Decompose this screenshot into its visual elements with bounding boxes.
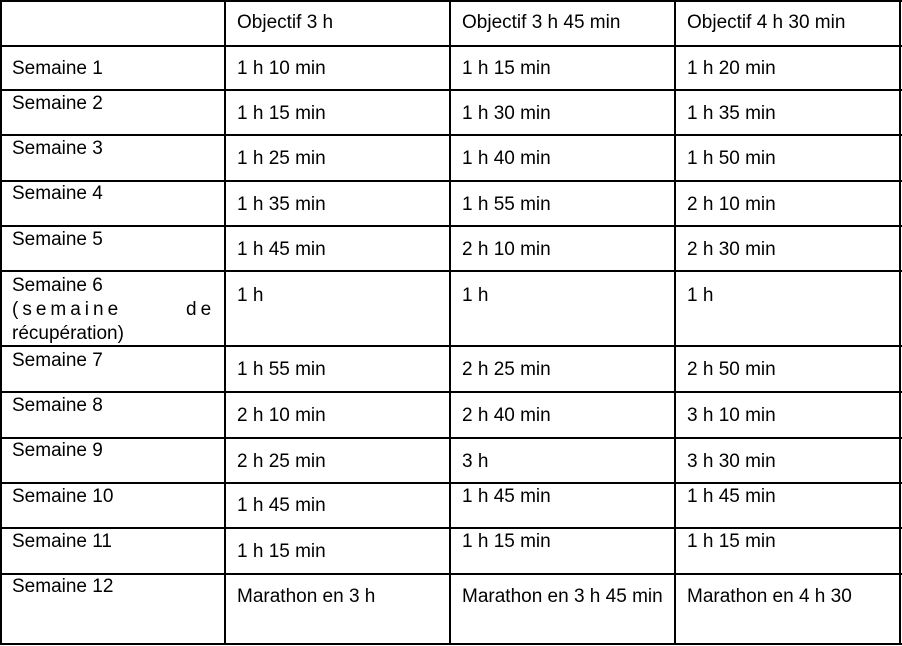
table-cell: 1 h 20 min xyxy=(687,58,776,79)
table-cell: 1 h xyxy=(462,285,489,306)
row-label: Semaine 9 xyxy=(12,440,103,461)
row-label: Semaine 2 xyxy=(12,93,103,114)
table-rule xyxy=(0,643,902,645)
table-rule xyxy=(0,225,902,227)
table-rule xyxy=(0,391,902,393)
row-label: Semaine 12 xyxy=(12,576,114,597)
table-cell: 1 h 40 min xyxy=(462,148,551,169)
column-header: Objectif 3 h 45 min xyxy=(462,12,621,33)
table-cell: Marathon en 3 h xyxy=(237,586,376,607)
row-label: Semaine 6 xyxy=(12,275,103,296)
row-label: Semaine 11 xyxy=(12,531,112,552)
table-cell: 1 h 50 min xyxy=(687,148,776,169)
table-rule xyxy=(0,482,902,484)
table-cell: 1 h xyxy=(687,285,714,306)
table-cell: Marathon en 3 h 45 min xyxy=(462,586,663,607)
column-header: Objectif 4 h 30 min xyxy=(687,12,846,33)
table-rule xyxy=(0,89,902,91)
row-sublabel: récupération) xyxy=(12,323,124,344)
row-label: Semaine 3 xyxy=(12,138,103,159)
table-cell: 1 h 35 min xyxy=(237,194,326,215)
table-rule xyxy=(0,573,902,575)
table-cell: 1 h 15 min xyxy=(462,58,551,79)
row-label: Semaine 8 xyxy=(12,395,103,416)
table-cell: 1 h xyxy=(237,285,264,306)
table-cell: 1 h 15 min xyxy=(237,103,326,124)
row-sublabel: de xyxy=(186,299,216,320)
table-rule xyxy=(0,45,902,47)
column-header: Objectif 3 h xyxy=(237,12,334,33)
table-cell: 1 h 25 min xyxy=(237,148,326,169)
table-cell: 2 h 40 min xyxy=(462,405,551,426)
table-rule xyxy=(0,0,2,645)
table-cell: Marathon en 4 h 30 xyxy=(687,586,852,607)
table-cell: 1 h 35 min xyxy=(687,103,776,124)
table-cell: 3 h 30 min xyxy=(687,451,776,472)
table-cell: 1 h 45 min xyxy=(687,486,776,507)
table-cell: 1 h 10 min xyxy=(237,58,326,79)
table-cell: 2 h 10 min xyxy=(237,405,326,426)
table-cell: 2 h 25 min xyxy=(237,451,326,472)
table-cell: 1 h 55 min xyxy=(237,359,326,380)
table-cell: 2 h 25 min xyxy=(462,359,551,380)
table-rule xyxy=(224,0,226,645)
table-rule xyxy=(0,180,902,182)
table-cell: 1 h 15 min xyxy=(687,531,776,552)
table-rule xyxy=(0,345,902,347)
row-label: Semaine 7 xyxy=(12,350,103,371)
table-rule xyxy=(449,0,451,645)
table-cell: 1 h 45 min xyxy=(237,239,326,260)
table-rule xyxy=(0,437,902,439)
table-cell: 1 h 15 min xyxy=(237,541,326,562)
table-rule xyxy=(674,0,676,645)
row-label: Semaine 5 xyxy=(12,229,103,250)
table-cell: 2 h 10 min xyxy=(462,239,551,260)
table-rule xyxy=(0,0,902,2)
table-cell: 2 h 10 min xyxy=(687,194,776,215)
table-rule xyxy=(0,527,902,529)
table-cell: 1 h 55 min xyxy=(462,194,551,215)
table-cell: 1 h 45 min xyxy=(237,495,326,516)
table-cell: 1 h 15 min xyxy=(462,531,551,552)
row-label: Semaine 10 xyxy=(12,486,114,507)
table-cell: 3 h 10 min xyxy=(687,405,776,426)
table-cell: 1 h 45 min xyxy=(462,486,551,507)
table-rule xyxy=(0,134,902,136)
row-label: Semaine 1 xyxy=(12,58,103,79)
table-rule xyxy=(0,270,902,272)
table-cell: 3 h xyxy=(462,451,489,472)
row-sublabel: (semaine xyxy=(12,299,123,320)
table-rule xyxy=(899,0,901,645)
table-cell: 2 h 30 min xyxy=(687,239,776,260)
row-label: Semaine 4 xyxy=(12,183,103,204)
table-cell: 2 h 50 min xyxy=(687,359,776,380)
table-cell: 1 h 30 min xyxy=(462,103,551,124)
